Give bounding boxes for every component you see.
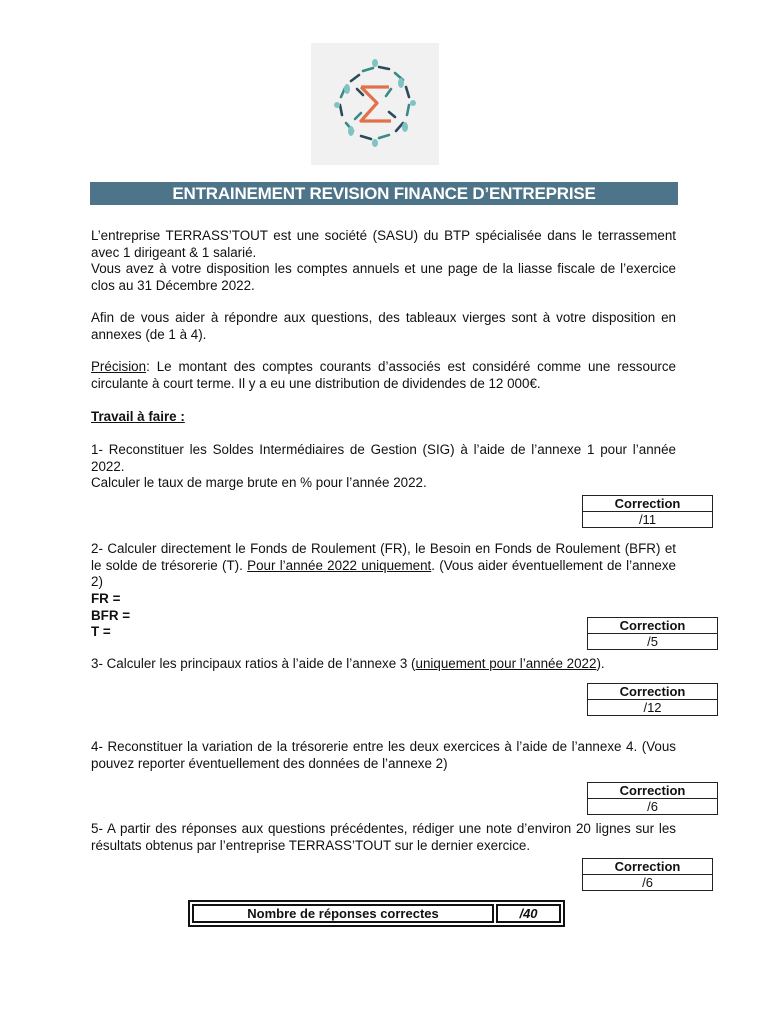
correction-header: Correction xyxy=(588,684,718,700)
correction-table-4 xyxy=(587,782,718,815)
question-1: 1- Reconstituer les Soldes Intermédiaires de Gestion (SIG) à l’aide de l’annexe 1 pour l’année 2022. xyxy=(91,442,676,474)
formula-fr: FR = xyxy=(91,591,121,606)
q2-text-before: 2- Calculer directement le Fonds de Roulement (FR), le Besoin en Fonds de Roulement (BFR) et le solde de trésorerie (T). xyxy=(91,541,676,573)
correction-table-5 xyxy=(582,858,713,891)
formula-t: T = xyxy=(91,624,111,639)
intro-line-1: L’entreprise TERRASS’TOUT est une société (SASU) du BTP spécialisée dans le terrassement avec 1 dirigeant & 1 salarié. xyxy=(91,228,676,260)
q3-text-before: 3- Calculer les principaux ratios à l’aide de l’annexe 3 ( xyxy=(91,656,416,671)
correction-score: /6 xyxy=(583,875,713,891)
question-5: 5- A partir des réponses aux questions précédentes, rédiger une note d’environ 20 lignes sur les résultats obtenus par l’entreprise TERRASS’TOUT sur le dernier exercice. xyxy=(91,821,676,853)
page-title: ENTRAINEMENT REVISION FINANCE D’ENTREPRISE xyxy=(90,182,678,205)
correction-score: /6 xyxy=(588,799,718,815)
q2-text-after: . (Vous aider éventuellement de l’annexe 2) xyxy=(91,557,677,589)
q2-underlined: Pour l’année 2022 uniquement xyxy=(247,557,432,573)
correction-table-2 xyxy=(587,617,718,650)
question-1b: Calculer le taux de marge brute en % pour l’année 2022. xyxy=(91,475,427,490)
company-logo xyxy=(311,43,439,165)
formula-bfr: BFR = xyxy=(91,607,131,623)
correction-header: Correction xyxy=(583,496,713,512)
q3-underlined: uniquement pour l’année 2022 xyxy=(415,656,597,671)
correction-table-1 xyxy=(582,495,713,528)
intro-line-2: Vous avez à votre disposition les comptes annuels et une page de la liasse fiscale de l’exercice clos au 31 Décembre 2022. xyxy=(91,261,676,293)
correction-score: /11 xyxy=(583,512,713,528)
precision-label: Précision xyxy=(91,359,147,374)
total-label: Nombre de réponses correctes xyxy=(192,904,494,923)
correction-header: Correction xyxy=(583,859,713,875)
help-paragraph: Afin de vous aider à répondre aux questions, des tableaux vierges sont à votre disposition en annexes (de 1 à 4). xyxy=(91,310,676,342)
correction-header: Correction xyxy=(588,783,718,799)
q3-text-after: ). xyxy=(596,656,605,671)
correction-score: /5 xyxy=(588,634,718,650)
correction-header: Correction xyxy=(588,618,718,634)
total-score: /40 xyxy=(496,904,561,923)
precision-text: : Le montant des comptes courants d’associés est considéré comme une ressource circulante à court terme. Il y a eu une distribution de dividendes de 12 000€. xyxy=(91,359,676,391)
precision-paragraph xyxy=(91,359,676,392)
formula-block xyxy=(91,591,130,641)
correction-score: /12 xyxy=(588,700,718,716)
question-2 xyxy=(91,541,676,591)
travail-heading: Travail à faire : xyxy=(91,409,185,424)
sigma-leaf-logo-icon xyxy=(311,43,439,165)
correction-table-3 xyxy=(587,683,718,716)
question-3 xyxy=(91,656,676,673)
intro-paragraph xyxy=(91,228,676,294)
total-score-box xyxy=(188,900,565,927)
question-4: 4- Reconstituer la variation de la trésorerie entre les deux exercices à l’aide de l’annexe 4. (Vous pouvez reporter éventuellement des données de l’annexe 2) xyxy=(91,739,676,771)
